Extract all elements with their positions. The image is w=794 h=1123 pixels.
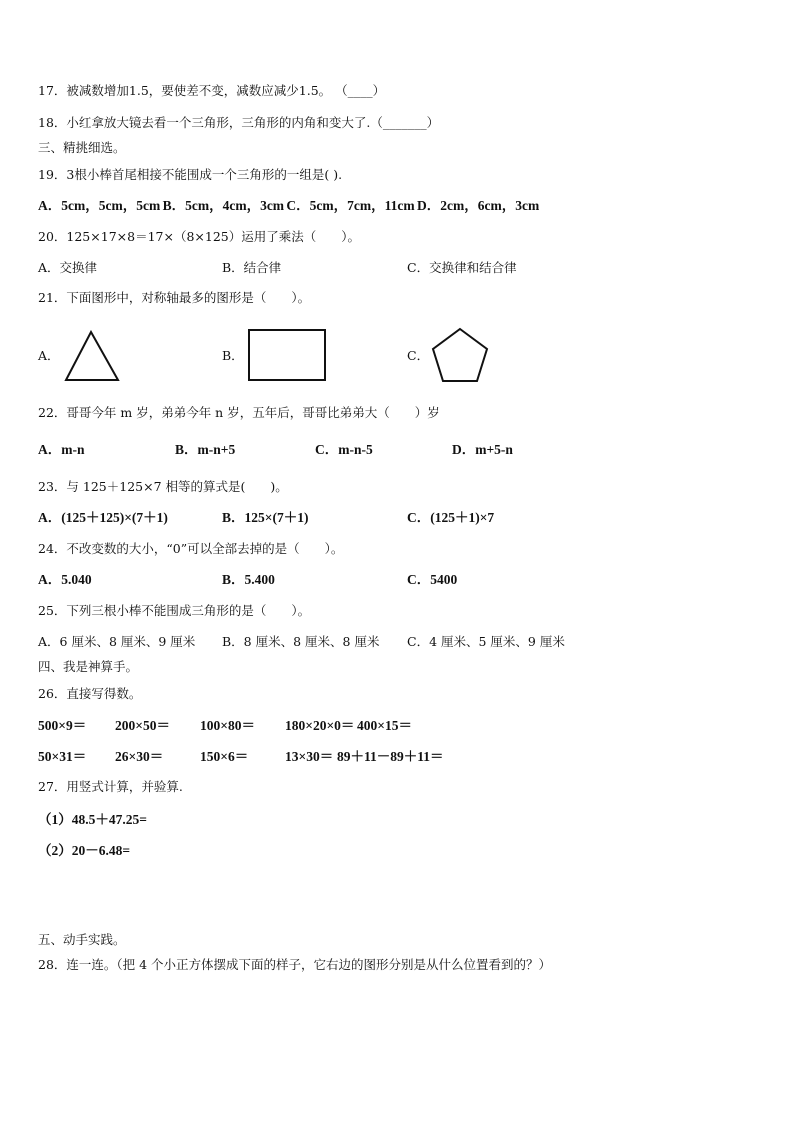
question-21-option-a: A． <box>38 348 60 363</box>
question-24-stem: 24．不改变数的大小，“0”可以全部去掉的是（ ）。 <box>38 541 344 556</box>
question-22-stem: 22．哥哥今年 m 岁，弟弟今年 n 岁，五年后，哥哥比弟弟大（ ）岁 <box>38 405 440 420</box>
calc-item: 13×30＝ <box>285 749 334 764</box>
question-22-option-b: B．m-n+5 <box>175 442 236 457</box>
question-20-stem: 20．125×17×8＝17×（8×125）运用了乘法（ ）。 <box>38 229 360 244</box>
question-27-stem: 27．用竖式计算，并验算. <box>38 779 183 794</box>
calc-item: 200×50＝ <box>115 718 170 733</box>
question-17: 17．被减数增加1.5，要使差不变，减数应减少1.5。 （____） <box>38 83 386 98</box>
calc-item: 150×6＝ <box>200 749 249 764</box>
question-26-stem: 26．直接写得数。 <box>38 686 142 701</box>
question-28: 28．连一连。（把 4 个小正方体摆成下面的样子，它右边的图形分别是从什么位置看到的？） <box>38 957 552 972</box>
question-21-option-c: C． <box>407 348 430 363</box>
calc-item: 89＋11－89＋11＝ <box>337 749 444 764</box>
question-24-option-b: B．5.400 <box>222 572 275 587</box>
section-5-heading: 五、动手实践。 <box>38 932 126 947</box>
question-23-option-a: A．(125＋125)×(7＋1) <box>38 510 168 525</box>
question-23-option-b: B．125×(7＋1) <box>222 510 309 525</box>
question-22-option-c: C．m-n-5 <box>315 442 373 457</box>
question-25-option-c: C．4 厘米、5 厘米、9 厘米 <box>407 634 565 649</box>
calc-item: 500×9＝ <box>38 718 87 733</box>
question-19-stem: 19．3根小棒首尾相接不能围成一个三角形的一组是( ). <box>38 167 343 182</box>
question-21-stem: 21．下面图形中，对称轴最多的图形是（ ）。 <box>38 290 311 305</box>
pentagon-icon <box>431 327 489 383</box>
section-4-heading: 四、我是神算手。 <box>38 659 139 674</box>
question-27-item-2: （2）20－6.48= <box>38 843 131 858</box>
question-18: 18．小红拿放大镜去看一个三角形，三角形的内角和变大了.（_______） <box>38 115 440 130</box>
question-21-option-b: B． <box>222 348 244 363</box>
question-19-options: A．5cm，5cm，5cm B．5cm，4cm，3cm C．5cm，7cm，11cm D．2cm，6cm，3cm <box>38 198 540 213</box>
triangle-icon <box>64 330 120 382</box>
question-20-option-b: B．结合律 <box>222 260 282 275</box>
question-24-option-c: C．5400 <box>407 572 458 587</box>
question-22-option-d: D．m+5-n <box>452 442 513 457</box>
question-23-option-c: C．(125＋1)×7 <box>407 510 495 525</box>
question-24-option-a: A．5.040 <box>38 572 92 587</box>
section-3-heading: 三、精挑细选。 <box>38 140 126 155</box>
question-20-option-c: C．交换律和结合律 <box>407 260 517 275</box>
calc-item: 26×30＝ <box>115 749 164 764</box>
rectangle-icon <box>247 328 327 382</box>
calc-item: 100×80＝ <box>200 718 255 733</box>
calc-item: 400×15＝ <box>357 718 412 733</box>
question-27-item-1: （1）48.5＋47.25= <box>38 812 147 827</box>
question-25-stem: 25．下列三根小棒不能围成三角形的是（ ）。 <box>38 603 311 618</box>
calc-item: 180×20×0＝ <box>285 718 355 733</box>
question-20-option-a: A．交换律 <box>38 260 98 275</box>
question-23-stem: 23．与 125＋125×7 相等的算式是( )。 <box>38 479 288 494</box>
question-25-option-a: A．6 厘米、8 厘米、9 厘米 <box>38 634 196 649</box>
calc-item: 50×31＝ <box>38 749 87 764</box>
question-25-option-b: B．8 厘米、8 厘米、8 厘米 <box>222 634 380 649</box>
question-22-option-a: A．m-n <box>38 442 85 457</box>
